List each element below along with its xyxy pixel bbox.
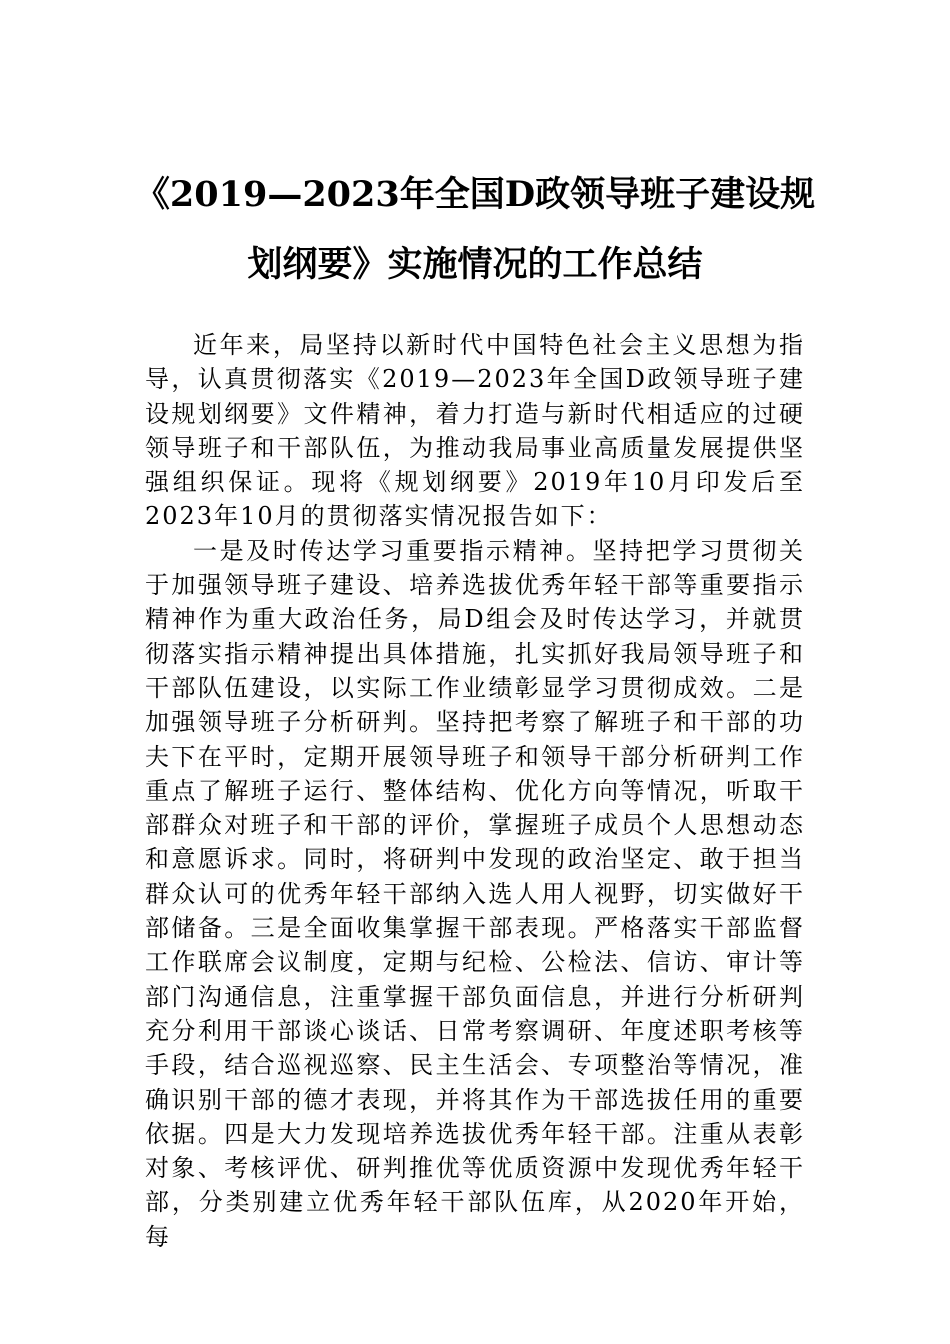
paragraph-intro: 近年来，局坚持以新时代中国特色社会主义思想为指导，认真贯彻落实《2019—2023年全国D政领导班子建设规划纲要》文件精神，着力打造与新时代相适应的过硬领导班子和干部队伍，为推动我局事业高质量发展提供坚强组织保证。现将《规划纲要》2019年10月印发后至2023年10月的贯彻落实情况报告如下： [145, 331, 805, 531]
document-title [110, 160, 840, 300]
title-line-1: 《2019—2023年全国D政领导班子建设规 [134, 174, 816, 215]
paragraph-measures: 一是及时传达学习重要指示精神。坚持把学习贯彻关于加强领导班子建设、培养选拔优秀年轻干部等重要指示精神作为重大政治任务，局D组会及时传达学习，并就贯彻落实指示精神提出具体措施，扎实抓好我局领导班子和干部队伍建设，以实际工作业绩彰显学习贯彻成效。二是加强领导班子分析研判。坚持把考察了解班子和干部的功夫下在平时，定期开展领导班子和领导干部分析研判工作重点了解班子运行、整体结构、优化方向等情况，听取干部群众对班子和干部的评价，掌握班子成员个人思想动态和意愿诉求。同时，将研判中发现的政治坚定、敢于担当群众认可的优秀年轻干部纳入选人用人视野，切实做好干部储备。三是全面收集掌握干部表现。严格落实干部监督工作联席会议制度，定期与纪检、公检法、信访、审计等部门沟通信息，注重掌握干部负面信息，并进行分析研判充分利用干部谈心谈话、日常考察调研、年度述职考核等手段，结合巡视巡察、民主生活会、专项整治等情况，准确识别干部的德才表现，并将其作为干部选拔任用的重要依据。四是大力发现培养选拔优秀年轻干部。注重从表彰对象、考核评优、研判推优等优质资源中发现优秀年轻干部，分类别建立优秀年轻干部队伍库，从2020年开始，每 [145, 536, 805, 1251]
title-line-2: 划纲要》实施情况的工作总结 [247, 244, 703, 285]
document-body [145, 328, 805, 1254]
